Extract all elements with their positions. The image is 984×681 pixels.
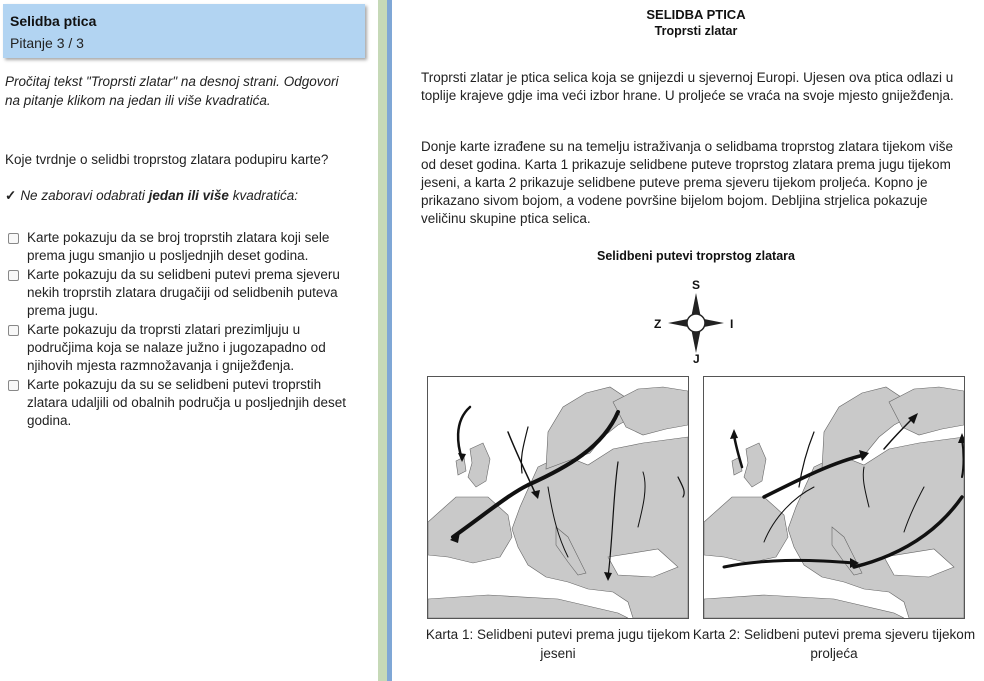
- stimulus-paragraph-2: Donje karte izrađene su na temelju istraživanja o selidbama troprstog zlatara tijekom više od deset godina. Karta 1 prikazuje selidbene puteve troprstog zlatara prema jugu tijekom jeseni, a karta 2 prikazuje selidbene puteve prema sjeveru tijekom proljeća. Kopno je prikazano sivom bojom, a vodene površine bijelom bojom. Debljina strjelica pokazuje veličinu skupine ptica selica.: [421, 139, 954, 226]
- checkmark-icon: ✓: [5, 188, 17, 203]
- selection-reminder: [5, 188, 298, 204]
- compass-rose: [656, 276, 736, 366]
- stimulus-panel: [392, 0, 984, 681]
- europe-map-autumn: [428, 377, 688, 618]
- question-header: [3, 4, 365, 58]
- answer-options: [8, 229, 358, 431]
- answer-checkbox[interactable]: [8, 233, 19, 244]
- figure-title: Selidbeni putevi troprstog zlatara: [597, 249, 795, 263]
- answer-checkbox[interactable]: [8, 380, 19, 391]
- stimulus-paragraph-1: Troprsti zlatar je ptica selica koja se gnijezdi u sjevernoj Europi. Ujesen ova ptica odlazi u toplije krajeve gdje ima veći izbor hrane. U proljeće se vraća na svoje mjesto gniježđenja.: [421, 70, 954, 103]
- map-autumn-caption: Karta 1: Selidbeni putevi prema jugu tijekom jeseni: [425, 627, 691, 661]
- question-text: Koje tvrdnje o selidbi troprstog zlatara podupiru karte?: [5, 152, 329, 167]
- stimulus-title: SELIDBA PTICA: [646, 7, 746, 22]
- answer-checkbox[interactable]: [8, 270, 19, 281]
- map-spring-caption: Karta 2: Selidbeni putevi prema sjeveru tijekom proljeća: [692, 627, 976, 661]
- answer-option[interactable]: [8, 321, 358, 375]
- answer-option-label: Karte pokazuju da se broj troprstih zlatara koji sele prema jugu smanjio u posljednjih deset godina.: [27, 230, 330, 263]
- map-spring: [703, 376, 965, 619]
- instruction-text: Pročitaj tekst "Troprsti zlatar" na desnoj strani. Odgovori na pitanje klikom na jedan ili više kvadratića.: [5, 74, 339, 108]
- answer-option[interactable]: [8, 376, 358, 430]
- stimulus-subtitle: Troprsti zlatar: [654, 24, 738, 38]
- europe-map-spring: [704, 377, 964, 618]
- answer-option[interactable]: [8, 266, 358, 320]
- compass-west-label: Z: [654, 317, 662, 331]
- map-autumn: [427, 376, 689, 619]
- compass-east-label: I: [730, 317, 734, 331]
- question-counter: Pitanje 3 / 3: [10, 35, 84, 51]
- compass-south-label: J: [693, 352, 700, 366]
- unit-title: Selidba ptica: [10, 13, 97, 29]
- answer-option-label: Karte pokazuju da troprsti zlatari prezimljuju u područjima koja se nalaze južno i jugozapadno od njihovih mjesta razmnožavanja i gniježđenja.: [27, 322, 326, 373]
- answer-option-label: Karte pokazuju da su se selidbeni putevi troprstih zlatara udaljili od obalnih područja u posljednjih deset godina.: [27, 377, 346, 428]
- reminder-bold: jedan ili više: [148, 188, 229, 203]
- panel-divider[interactable]: [378, 0, 387, 681]
- question-panel: [0, 0, 378, 681]
- reminder-suffix: kvadratića:: [228, 188, 298, 203]
- compass-north-label: S: [692, 278, 701, 292]
- answer-checkbox[interactable]: [8, 325, 19, 336]
- reminder-prefix: Ne zaboravi odabrati: [20, 188, 149, 203]
- answer-option-label: Karte pokazuju da su selidbeni putevi prema sjeveru nekih troprstih zlatara drugačiji od selidbenih puteva prema jugu.: [27, 267, 340, 318]
- answer-option[interactable]: [8, 229, 358, 265]
- compass-star-icon: [656, 276, 736, 366]
